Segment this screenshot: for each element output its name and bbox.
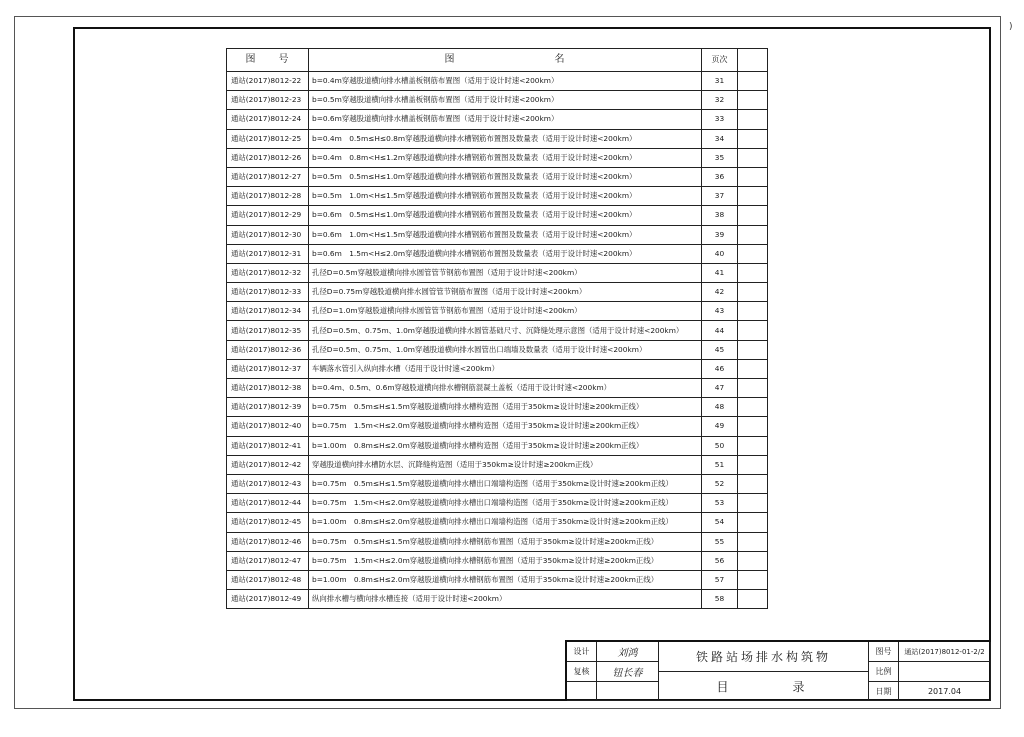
blank-cell <box>738 225 768 244</box>
blank-cell <box>738 148 768 167</box>
page-number-cell: 33 <box>702 110 738 129</box>
table-row <box>227 532 768 551</box>
drawing-name-cell: b=0.4m穿越股道横向排水槽盖板钢筋布置图（适用于设计时速<200km） <box>309 72 702 91</box>
table-row <box>227 167 768 186</box>
blank-cell <box>738 532 768 551</box>
table-row <box>227 72 768 91</box>
drawing-number-cell: 通站(2017)8012-33 <box>227 283 309 302</box>
drawing-name-cell: b=0.75m 0.5m≤H≤1.5m穿越股道横向排水槽出口端墙构造图（适用于350km≥设计时速≥200km正线） <box>309 474 702 493</box>
blank-cell <box>738 570 768 589</box>
drawing-name-cell: b=0.75m 1.5m<H≤2.0m穿越股道横向排水槽构造图（适用于350km≥设计时速≥200km正线） <box>309 417 702 436</box>
corner-mark: ) <box>1009 22 1013 32</box>
drawing-number-cell: 通站(2017)8012-25 <box>227 129 309 148</box>
table-row <box>227 91 768 110</box>
drawing-number-cell: 通站(2017)8012-49 <box>227 590 309 609</box>
scale-label: 比例 <box>869 662 899 682</box>
drawing-number-cell: 通站(2017)8012-42 <box>227 455 309 474</box>
page-number-cell: 51 <box>702 455 738 474</box>
page-number-cell: 47 <box>702 379 738 398</box>
blank-cell <box>738 474 768 493</box>
page-number-cell: 35 <box>702 148 738 167</box>
page-number-cell: 50 <box>702 436 738 455</box>
page-number-cell: 32 <box>702 91 738 110</box>
blank-cell <box>738 379 768 398</box>
design-label: 设计 <box>567 642 597 662</box>
blank-cell <box>738 72 768 91</box>
page-number-cell: 49 <box>702 417 738 436</box>
blank-cell <box>738 167 768 186</box>
table-row <box>227 590 768 609</box>
page-number-cell: 36 <box>702 167 738 186</box>
table-row <box>227 110 768 129</box>
blank-cell <box>738 513 768 532</box>
page-number-cell: 42 <box>702 283 738 302</box>
blank-cell <box>738 340 768 359</box>
review-signature: 钮长春 <box>597 662 659 682</box>
page-number-cell: 57 <box>702 570 738 589</box>
table-row <box>227 321 768 340</box>
drawing-index-table <box>226 48 768 609</box>
blank-cell <box>738 244 768 263</box>
blank-cell <box>738 455 768 474</box>
page-number-cell: 48 <box>702 398 738 417</box>
table-row <box>227 187 768 206</box>
table-row <box>227 455 768 474</box>
table-row <box>227 417 768 436</box>
drawing-number-cell: 通站(2017)8012-41 <box>227 436 309 455</box>
drawing-name-cell: b=0.4m、0.5m、0.6m穿越股道横向排水槽钢筋混凝土盖板（适用于设计时速<200km） <box>309 379 702 398</box>
page-number-cell: 44 <box>702 321 738 340</box>
drawing-name-cell: 孔径D=1.0m穿越股道横向排水圆管管节钢筋布置图（适用于设计时速<200km） <box>309 302 702 321</box>
blank-signature-cell <box>597 682 659 701</box>
drawing-number-cell: 通站(2017)8012-37 <box>227 359 309 378</box>
blank-cell <box>738 436 768 455</box>
sheet-title: 目 录 <box>659 672 869 701</box>
drawing-name-cell: b=0.5m穿越股道横向排水槽盖板钢筋布置图（适用于设计时速<200km） <box>309 91 702 110</box>
blank-cell <box>738 187 768 206</box>
drawing-number-cell: 通站(2017)8012-34 <box>227 302 309 321</box>
project-title: 铁路站场排水构筑物 <box>659 642 869 672</box>
drawing-name-cell: b=1.00m 0.8m≤H≤2.0m穿越股道横向排水槽出口端墙构造图（适用于350km≥设计时速≥200km正线） <box>309 513 702 532</box>
drawing-name-cell: 孔径D=0.5m穿越股道横向排水圆管管节钢筋布置图（适用于设计时速<200km） <box>309 263 702 282</box>
date-value: 2017.04 <box>899 682 991 701</box>
page-number-cell: 37 <box>702 187 738 206</box>
blank-cell <box>738 590 768 609</box>
drawing-number-cell: 通站(2017)8012-28 <box>227 187 309 206</box>
date-label: 日期 <box>869 682 899 701</box>
table-row <box>227 436 768 455</box>
drawing-name-cell: b=1.00m 0.8m≤H≤2.0m穿越股道横向排水槽钢筋布置图（适用于350km≥设计时速≥200km正线） <box>309 570 702 589</box>
drawing-name-cell: 孔径D=0.5m、0.75m、1.0m穿越股道横向排水圆管基础尺寸、沉降缝处理示意图（适用于设计时速<200km） <box>309 321 702 340</box>
drawing-name-cell: b=0.6m 1.5m<H≤2.0m穿越股道横向排水槽钢筋布置图及数量表（适用于设计时速<200km） <box>309 244 702 263</box>
header-drawing-name: 图 名 <box>309 49 702 72</box>
page-number-cell: 45 <box>702 340 738 359</box>
drawing-number-cell: 通站(2017)8012-48 <box>227 570 309 589</box>
drawing-number-cell: 通站(2017)8012-47 <box>227 551 309 570</box>
drawing-name-cell: 车辆落水管引入纵向排水槽（适用于设计时速<200km） <box>309 359 702 378</box>
drawing-number-value: 通站(2017)8012-01-2/2 <box>899 642 991 662</box>
table-row <box>227 225 768 244</box>
blank-cell <box>738 91 768 110</box>
page-number-cell: 40 <box>702 244 738 263</box>
drawing-number-cell: 通站(2017)8012-43 <box>227 474 309 493</box>
page-number-cell: 38 <box>702 206 738 225</box>
table-header-row <box>227 49 768 72</box>
table-row <box>227 283 768 302</box>
blank-cell <box>738 302 768 321</box>
table-row <box>227 359 768 378</box>
header-blank <box>738 49 768 72</box>
drawing-name-cell: 穿越股道横向排水槽防水层、沉降缝构造图（适用于350km≥设计时速≥200km正线） <box>309 455 702 474</box>
blank-cell <box>738 263 768 282</box>
page-number-cell: 54 <box>702 513 738 532</box>
page-number-cell: 43 <box>702 302 738 321</box>
drawing-name-cell: b=0.4m 0.8m<H≤1.2m穿越股道横向排水槽钢筋布置图及数量表（适用于设计时速<200km） <box>309 148 702 167</box>
table-row <box>227 398 768 417</box>
drawing-name-cell: b=0.75m 0.5m≤H≤1.5m穿越股道横向排水槽构造图（适用于350km≥设计时速≥200km正线） <box>309 398 702 417</box>
table-row <box>227 244 768 263</box>
drawing-name-cell: b=0.6m穿越股道横向排水槽盖板钢筋布置图（适用于设计时速<200km） <box>309 110 702 129</box>
drawing-name-cell: b=0.75m 0.5m≤H≤1.5m穿越股道横向排水槽钢筋布置图（适用于350km≥设计时速≥200km正线） <box>309 532 702 551</box>
drawing-number-cell: 通站(2017)8012-26 <box>227 148 309 167</box>
drawing-number-cell: 通站(2017)8012-35 <box>227 321 309 340</box>
table-row <box>227 551 768 570</box>
page-number-cell: 53 <box>702 494 738 513</box>
drawing-name-cell: 孔径D=0.5m、0.75m、1.0m穿越股道横向排水圆管出口端墙及数量表（适用于设计时速<200km） <box>309 340 702 359</box>
blank-cell <box>738 551 768 570</box>
blank-cell <box>738 110 768 129</box>
review-label: 复核 <box>567 662 597 682</box>
page-number-cell: 31 <box>702 72 738 91</box>
page-number-cell: 58 <box>702 590 738 609</box>
table-row <box>227 494 768 513</box>
blank-cell <box>738 398 768 417</box>
page-number-cell: 41 <box>702 263 738 282</box>
drawing-number-cell: 通站(2017)8012-27 <box>227 167 309 186</box>
drawing-number-label: 图号 <box>869 642 899 662</box>
page-number-cell: 56 <box>702 551 738 570</box>
drawing-number-cell: 通站(2017)8012-22 <box>227 72 309 91</box>
title-block <box>565 640 991 701</box>
drawing-name-cell: b=1.00m 0.8m≤H≤2.0m穿越股道横向排水槽构造图（适用于350km≥设计时速≥200km正线） <box>309 436 702 455</box>
table-row <box>227 340 768 359</box>
blank-label-cell <box>567 682 597 701</box>
table-row <box>227 302 768 321</box>
table-row <box>227 379 768 398</box>
drawing-name-cell: b=0.6m 0.5m≤H≤1.0m穿越股道横向排水槽钢筋布置图及数量表（适用于设计时速<200km） <box>309 206 702 225</box>
table-row <box>227 206 768 225</box>
header-page-number: 页次 <box>702 49 738 72</box>
drawing-number-cell: 通站(2017)8012-38 <box>227 379 309 398</box>
page-number-cell: 46 <box>702 359 738 378</box>
header-drawing-number: 图 号 <box>227 49 309 72</box>
table-row <box>227 263 768 282</box>
blank-cell <box>738 206 768 225</box>
drawing-number-cell: 通站(2017)8012-44 <box>227 494 309 513</box>
drawing-number-cell: 通站(2017)8012-46 <box>227 532 309 551</box>
blank-cell <box>738 283 768 302</box>
table-row <box>227 474 768 493</box>
page-number-cell: 39 <box>702 225 738 244</box>
drawing-number-cell: 通站(2017)8012-40 <box>227 417 309 436</box>
blank-cell <box>738 359 768 378</box>
drawing-number-cell: 通站(2017)8012-23 <box>227 91 309 110</box>
drawing-name-cell: b=0.6m 1.0m<H≤1.5m穿越股道横向排水槽钢筋布置图及数量表（适用于设计时速<200km） <box>309 225 702 244</box>
blank-cell <box>738 129 768 148</box>
drawing-number-cell: 通站(2017)8012-31 <box>227 244 309 263</box>
drawing-number-cell: 通站(2017)8012-32 <box>227 263 309 282</box>
drawing-number-cell: 通站(2017)8012-36 <box>227 340 309 359</box>
table-body <box>227 72 768 609</box>
page-number-cell: 55 <box>702 532 738 551</box>
drawing-number-cell: 通站(2017)8012-24 <box>227 110 309 129</box>
table-row <box>227 148 768 167</box>
blank-cell <box>738 321 768 340</box>
page-number-cell: 34 <box>702 129 738 148</box>
drawing-name-cell: 孔径D=0.75m穿越股道横向排水圆管管节钢筋布置图（适用于设计时速<200km） <box>309 283 702 302</box>
drawing-number-cell: 通站(2017)8012-45 <box>227 513 309 532</box>
design-signature: 刘鸿 <box>597 642 659 662</box>
table-row <box>227 129 768 148</box>
table-row <box>227 570 768 589</box>
drawing-name-cell: b=0.75m 1.5m<H≤2.0m穿越股道横向排水槽出口端墙构造图（适用于350km≥设计时速≥200km正线） <box>309 494 702 513</box>
blank-cell <box>738 417 768 436</box>
drawing-number-cell: 通站(2017)8012-39 <box>227 398 309 417</box>
blank-cell <box>738 494 768 513</box>
drawing-name-cell: 纵向排水槽与横向排水槽连接（适用于设计时速<200km） <box>309 590 702 609</box>
table-row <box>227 513 768 532</box>
drawing-number-cell: 通站(2017)8012-30 <box>227 225 309 244</box>
scale-value <box>899 662 991 682</box>
page-number-cell: 52 <box>702 474 738 493</box>
drawing-name-cell: b=0.4m 0.5m≤H≤0.8m穿越股道横向排水槽钢筋布置图及数量表（适用于设计时速<200km） <box>309 129 702 148</box>
drawing-name-cell: b=0.75m 1.5m<H≤2.0m穿越股道横向排水槽钢筋布置图（适用于350km≥设计时速≥200km正线） <box>309 551 702 570</box>
drawing-name-cell: b=0.5m 0.5m≤H≤1.0m穿越股道横向排水槽钢筋布置图及数量表（适用于设计时速<200km） <box>309 167 702 186</box>
drawing-name-cell: b=0.5m 1.0m<H≤1.5m穿越股道横向排水槽钢筋布置图及数量表（适用于设计时速<200km） <box>309 187 702 206</box>
drawing-number-cell: 通站(2017)8012-29 <box>227 206 309 225</box>
